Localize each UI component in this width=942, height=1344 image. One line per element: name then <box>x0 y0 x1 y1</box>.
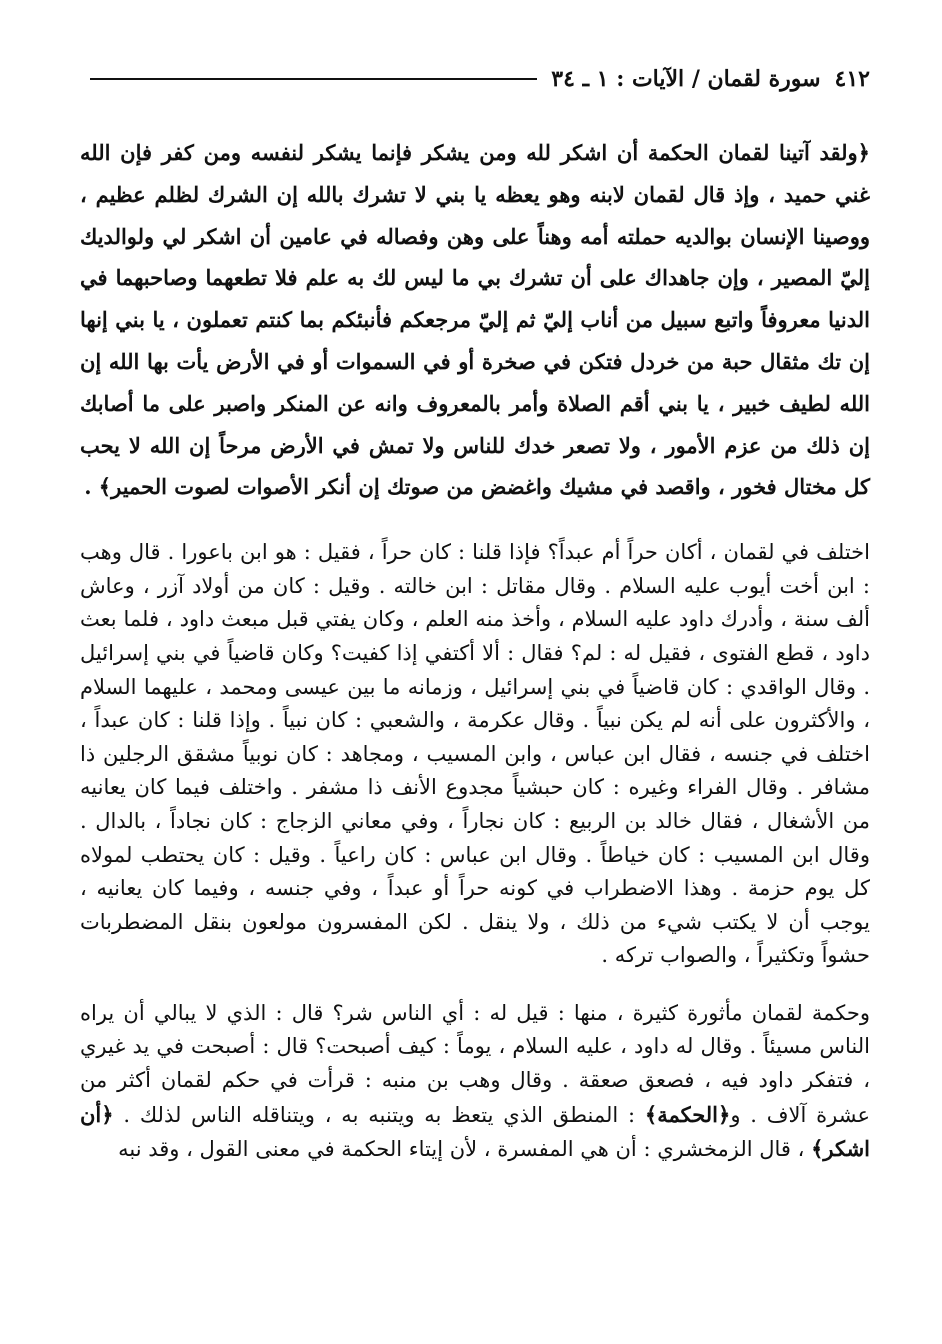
header-rule <box>90 78 537 80</box>
running-title: سورة لقمان / الآيات : ١ ـ ٣٤ <box>551 66 821 92</box>
quran-verse-block: ﴿ولقد آتينا لقمان الحكمة أن اشكر لله ومن يشكر فإنما يشكر لنفسه ومن كفر فإن الله غني حميد ، وإذ قال لقمان لابنه وهو يعظه يا بني لا تشرك بالله إن الشرك لظلم عظيم ، ووصينا الإنسان بوالديه حملته أمه وهناً على وهن وفصاله في عامين أن اشكر لي ولوالديك إليّ المصير ، وإن جاهداك على أن تشرك بي ما ليس لك به علم فلا تطعهما وصاحبهما في الدنيا معروفاً واتبع سبيل من أناب إليّ ثم إليّ مرجعكم فأنبئكم بما كنتم تعملون ، يا بني إنها إن تك مثقال حبة من خردل فتكن في صخرة أو في السموات أو في الأرض يأت بها الله إن الله لطيف خبير ، يا بني أقم الصلاة وأمر بالمعروف وانه عن المنكر واصبر على ما أصابك إن ذلك من عزم الأمور ، ولا تصعر خدك للناس ولا تمش في الأرض مرحاً إن الله لا يحب كل مختال فخور ، واقصد في مشيك واغضض من صوتك إن أنكر الأصوات لصوت الحمير﴾ . <box>80 140 870 500</box>
page-number: ٤١٢ <box>834 66 870 92</box>
highlighted-term-give-thanks: ﴿أن اشكر﴾ <box>80 1101 870 1162</box>
paragraph-2-text-c: ، قال الزمخشري : أن هي المفسرة ، لأن إيتاء الحكمة في معنى القول ، وقد نبه <box>118 1137 812 1162</box>
paragraph-2-text-b: : المنطق الذي يتعظ به ويتنبه به ، ويتناقله الناس لذلك . <box>113 1102 645 1127</box>
paragraph-2-text-a: وحكمة لقمان مأثورة كثيرة ، منها : قيل له : أي الناس شر؟ قال : الذي لا يبالي أن يراه الناس مسيئاً . وقال له داود ، عليه السلام ، يوماً : كيف أصبحت؟ قال : أصبحت في يد غيري ، فتفكر داود فيه ، فصعق صعقة . وقال وهب بن منبه : قرأت في حكم لقمان أكثر من عشرة آلاف . و <box>80 1000 870 1127</box>
running-header <box>80 62 870 96</box>
commentary-paragraph-2 <box>80 997 870 1167</box>
highlighted-term-wisdom: ﴿الحكمة﴾ <box>644 1101 731 1127</box>
commentary-paragraph-1: اختلف في لقمان ، أكان حراً أم عبداً؟ فإذا قلنا : كان حراً ، فقيل : هو ابن باعورا . قال وهب : ابن أخت أيوب عليه السلام . وقال مقاتل : ابن خالته . وقيل : كان من أولاد آزر ، وعاش ألف سنة ، وأدرك داود عليه السلام ، وأخذ منه العلم ، وكان يفتي قبل مبعث داود ، فلما بعث داود ، قطع الفتوى ، فقيل له : لم؟ فقال : ألا أكتفي إذا كفيت؟ وكان قاضياً في بني إسرائيل . وقال الواقدي : كان قاضياً في بني إسرائيل ، وزمانه ما بين عيسى ومحمد ، عليهما السلام ، والأكثرون على أنه لم يكن نبياً . وقال عكرمة ، والشعبي : كان نبياً . وإذا قلنا : كان عبداً ، اختلف في جنسه ، فقال ابن عباس ، وابن المسيب ، ومجاهد : كان نوبياً مشقق الرجلين ذا مشافر . وقال الفراء وغيره : كان حبشياً مجدوع الأنف ذا مشفر . واختلف فيما كان يعانيه من الأشغال ، فقال خالد بن الربيع : كان نجاراً ، وفي معاني الزجاج : كان نجاداً ، بالدال . وقال ابن المسيب : كان خياطاً . وقال ابن عباس : كان راعياً . وقيل : كان يحتطب لمولاه كل يوم حزمة . وهذا الاضطراب في كونه حراً أو عبداً ، وفي جنسه ، وفيما كان يعانيه ، يوجب أن لا يكتب شيء من ذلك ، ولا ينقل . لكن المفسرون مولعون بنقل المضطربات حشواً وتكثيراً ، والصواب تركه . <box>80 540 870 968</box>
book-page <box>80 62 870 1167</box>
